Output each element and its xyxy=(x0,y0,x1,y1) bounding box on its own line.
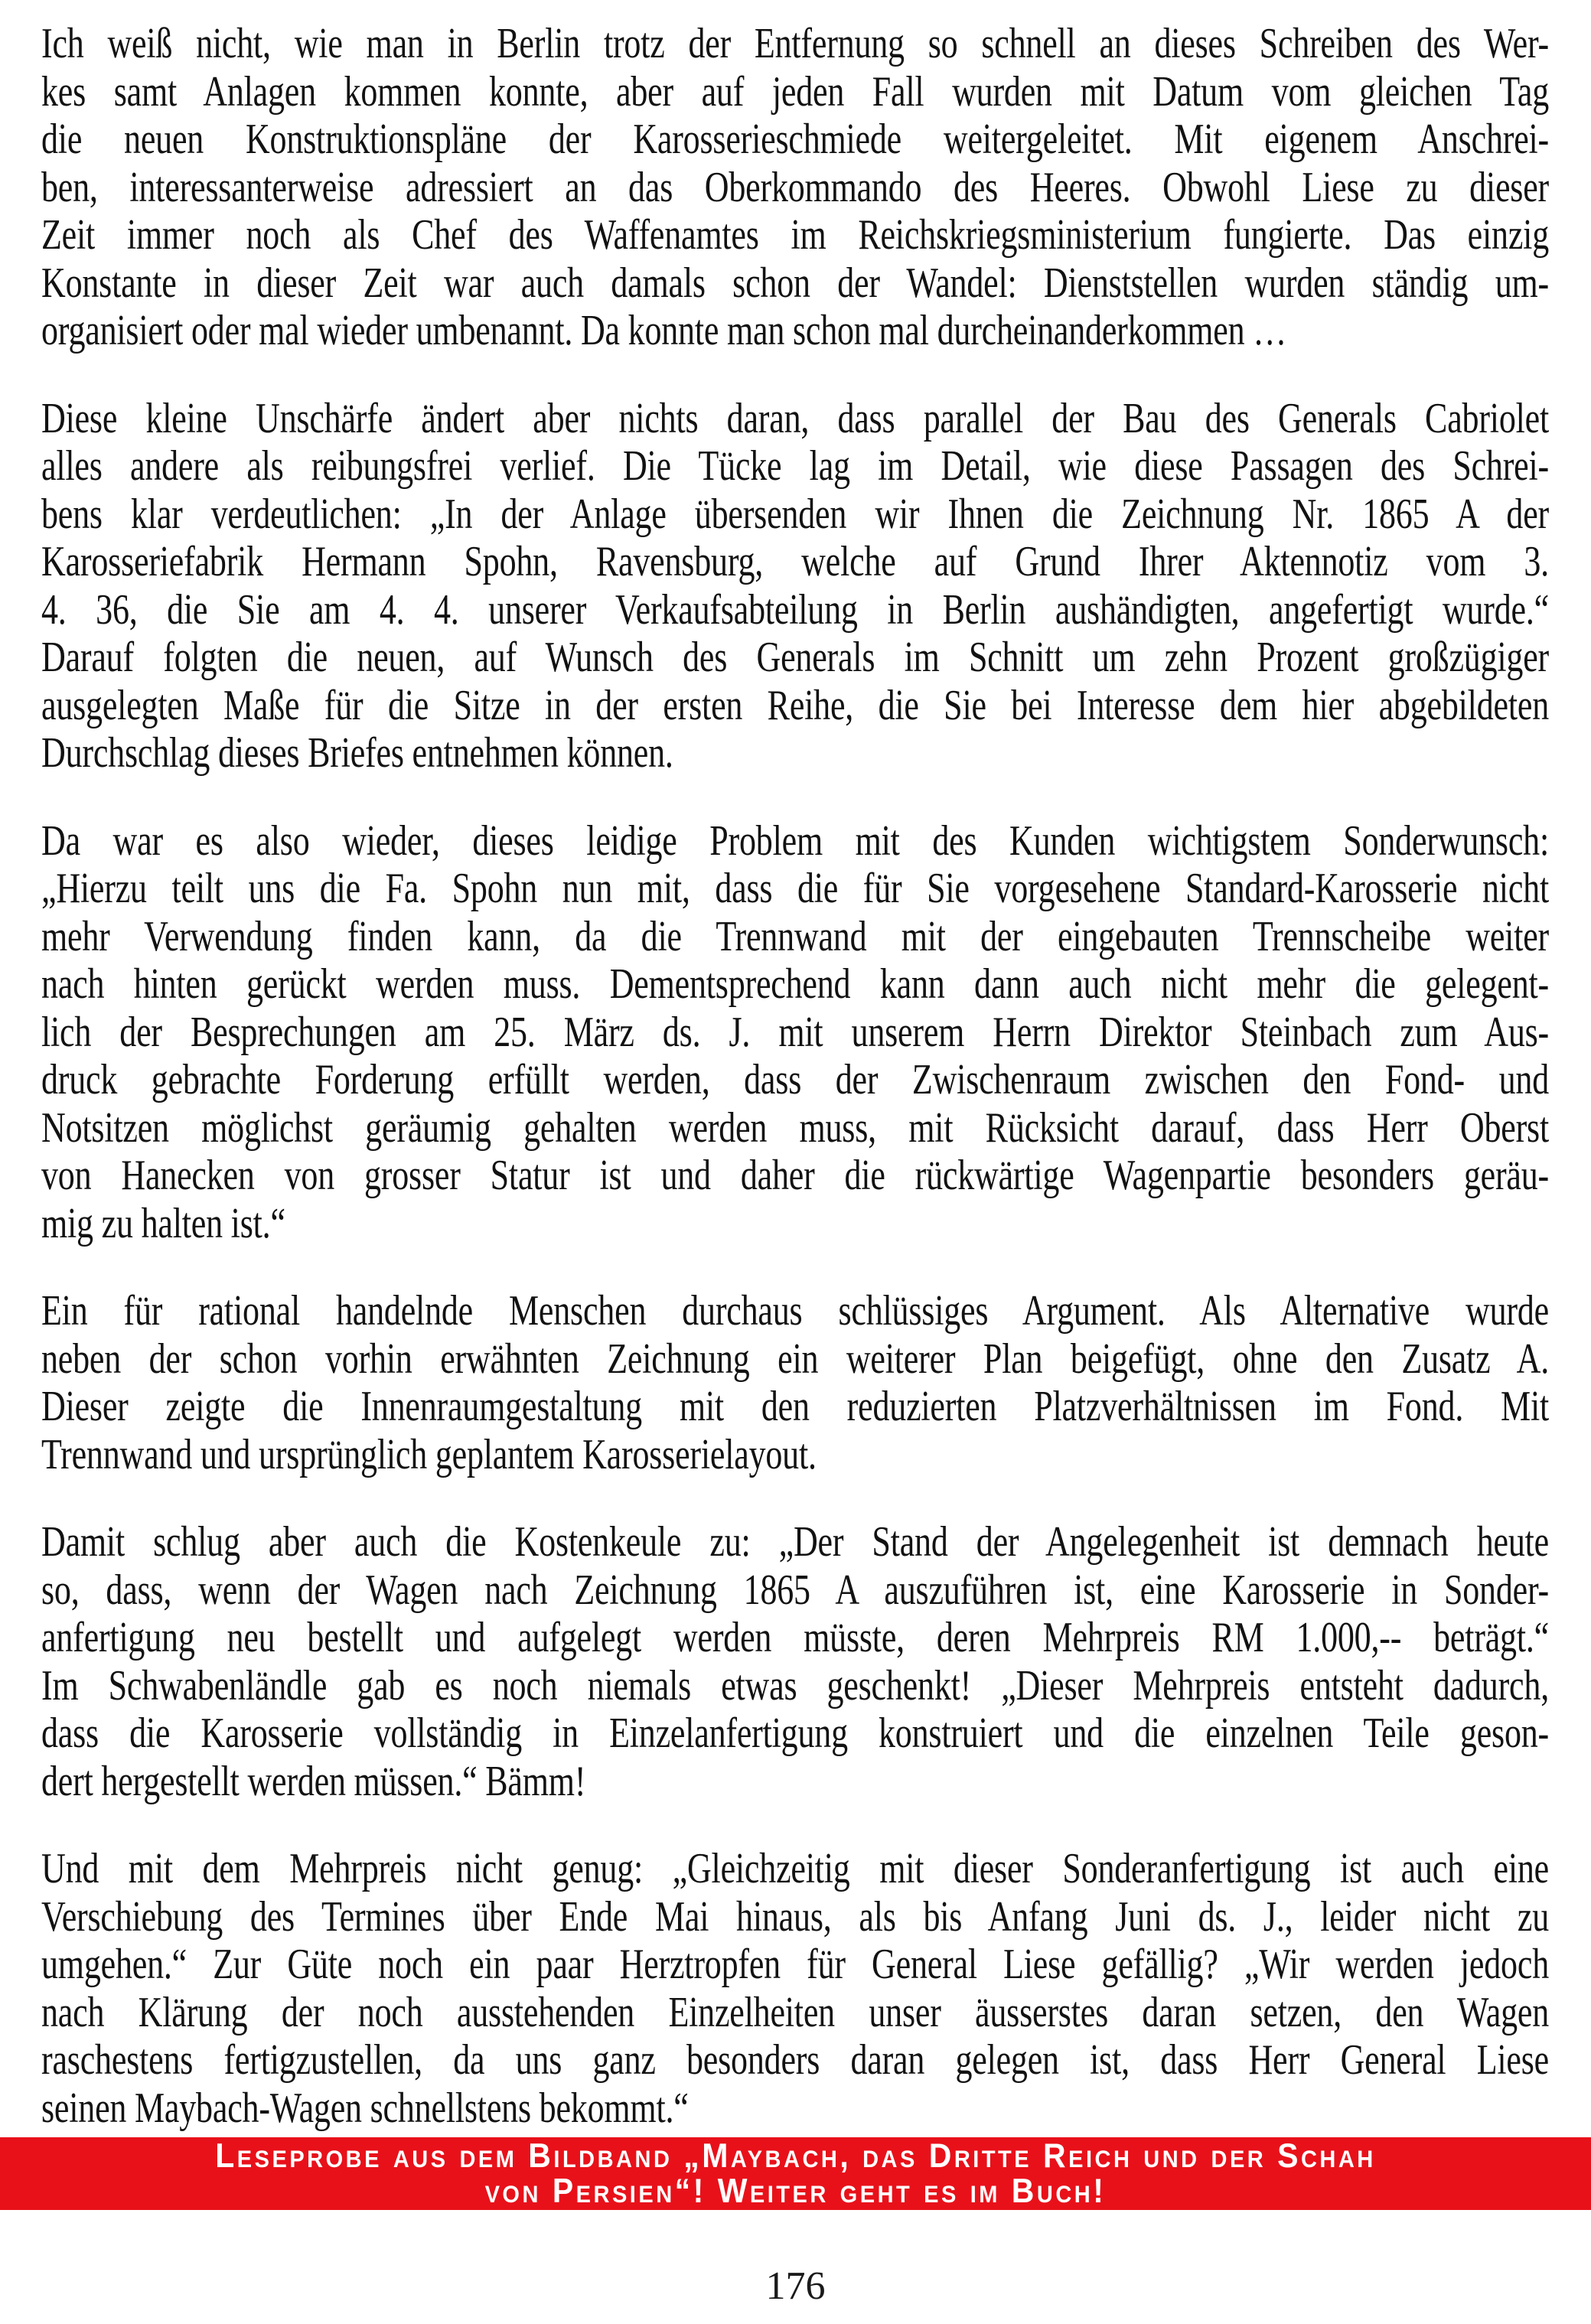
text-line: dert hergestellt werden müssen.“ Bämm! xyxy=(41,1756,586,1805)
paragraph xyxy=(41,1518,1549,1805)
text-line: bens klar verdeutlichen: „In der Anlage übersenden wir Ihnen die Zeichnung Nr. 1865 A der xyxy=(41,489,1549,538)
text-line: organisiert oder mal wieder umbenannt. Da konnte man schon mal durcheinanderkommen … xyxy=(41,305,1287,354)
paragraph xyxy=(41,1287,1549,1478)
text-line: Und mit dem Mehrpreis nicht genug: „Gleichzeitig mit dieser Sonderanfertigung ist auch eine xyxy=(41,1843,1549,1892)
promo-banner-line-1: Leseprobe aus dem Bildband „Maybach, das Dritte Reich und der Schah xyxy=(215,2137,1376,2175)
text-line: neben der schon vorhin erwähnten Zeichnung ein weiterer Plan beigefügt, ohne den Zusatz A. xyxy=(41,1334,1549,1383)
text-line: Diese kleine Unschärfe ändert aber nichts daran, dass parallel der Bau des Generals Cabriolet xyxy=(41,393,1549,442)
text-line: mehr Verwendung finden kann, da die Trennwand mit der eingebauten Trennscheibe weiter xyxy=(41,911,1549,960)
text-line: kes samt Anlagen kommen konnte, aber auf jeden Fall wurden mit Datum vom gleichen Tag xyxy=(41,67,1549,116)
text-line: raschestens fertigzustellen, da uns ganz besonders daran gelegen ist, dass Herr General Liese xyxy=(41,2035,1549,2084)
text-line: alles andere als reibungsfrei verlief. Die Tücke lag im Detail, wie diese Passagen des Schrei- xyxy=(41,441,1549,490)
text-line: Ich weiß nicht, wie man in Berlin trotz der Entfernung so schnell an dieses Schreiben des Wer- xyxy=(41,18,1549,67)
text-line: Notsitzen möglichst geräumig gehalten werden muss, mit Rücksicht darauf, dass Herr Oberst xyxy=(41,1103,1549,1152)
body-text xyxy=(41,20,1549,2172)
text-line: Trennwand und ursprünglich geplantem Karosserielayout. xyxy=(41,1429,817,1478)
paragraph xyxy=(41,817,1549,1248)
text-line: so, dass, wenn der Wagen nach Zeichnung 1865 A auszuführen ist, eine Karosserie in Sonder- xyxy=(41,1565,1549,1614)
text-line: von Hanecken von grosser Statur ist und daher die rückwärtige Wagenpartie besonders geräu- xyxy=(41,1150,1549,1199)
text-line: „Hierzu teilt uns die Fa. Spohn nun mit, dass die für Sie vorgesehene Standard-Karosserie nicht xyxy=(41,863,1549,912)
paragraph xyxy=(41,395,1549,777)
text-line: nach hinten gerückt werden muss. Dementsprechend kann dann auch nicht mehr die gelegent- xyxy=(41,959,1549,1008)
text-line: Im Schwabenländle gab es noch niemals etwas geschenkt! „Dieser Mehrpreis entsteht dadurch, xyxy=(41,1661,1549,1710)
text-line: mig zu halten ist.“ xyxy=(41,1198,285,1247)
promo-banner xyxy=(0,2137,1591,2210)
paragraph xyxy=(41,1845,1549,2132)
text-line: Dieser zeigte die Innenraumgestaltung mit den reduzierten Platzverhältnissen im Fond. Mit xyxy=(41,1381,1549,1430)
page-number: 176 xyxy=(765,2264,826,2308)
text-line: lich der Besprechungen am 25. März ds. J. mit unserem Herrn Direktor Steinbach zum Aus- xyxy=(41,1007,1549,1056)
paragraph xyxy=(41,20,1549,355)
text-line: Darauf folgten die neuen, auf Wunsch des Generals im Schnitt um zehn Prozent großzügiger xyxy=(41,632,1549,681)
text-line: Verschiebung des Termines über Ende Mai hinaus, als bis Anfang Juni ds. J., leider nicht zu xyxy=(41,1892,1549,1941)
text-line: anfertigung neu bestellt und aufgelegt werden müsste, deren Mehrpreis RM 1.000,-- beträgt.“ xyxy=(41,1612,1549,1661)
text-line: umgehen.“ Zur Güte noch ein paar Herztropfen für General Liese gefällig? „Wir werden jedoch xyxy=(41,1939,1549,1988)
text-line: Karosseriefabrik Hermann Spohn, Ravensburg, welche auf Grund Ihrer Aktennotiz vom 3. xyxy=(41,536,1549,585)
text-line: Damit schlug aber auch die Kostenkeule zu: „Der Stand der Angelegenheit ist demnach heute xyxy=(41,1517,1549,1566)
text-line: seinen Maybach-Wagen schnellstens bekommt.“ xyxy=(41,2083,689,2132)
text-line: druck gebrachte Forderung erfüllt werden, dass der Zwischenraum zwischen den Fond- und xyxy=(41,1054,1549,1103)
text-line: 4. 36, die Sie am 4. 4. unserer Verkaufsabteilung in Berlin aushändigten, angefertigt wurde.“ xyxy=(41,585,1549,634)
text-line: ausgelegten Maße für die Sitze in der ersten Reihe, die Sie bei Interesse dem hier abgebildeten xyxy=(41,680,1549,729)
text-line: ben, interessanterweise adressiert an das Oberkommando des Heeres. Obwohl Liese zu dieser xyxy=(41,162,1549,211)
text-line: Da war es also wieder, dieses leidige Problem mit des Kunden wichtigstem Sonderwunsch: xyxy=(41,816,1549,865)
text-line: nach Klärung der noch ausstehenden Einzelheiten unser äusserstes daran setzen, den Wagen xyxy=(41,1987,1549,2036)
text-line: Durchschlag dieses Briefes entnehmen können. xyxy=(41,728,673,777)
text-line: Ein für rational handelnde Menschen durchaus schlüssiges Argument. Als Alternative wurde xyxy=(41,1286,1549,1335)
text-line: dass die Karosserie vollständig in Einzelanfertigung konstruiert und die einzelnen Teile geson- xyxy=(41,1708,1549,1757)
text-line: Konstante in dieser Zeit war auch damals schon der Wandel: Dienststellen wurden ständig um- xyxy=(41,258,1549,307)
promo-banner-line-2: von Persien“! Weiter geht es im Buch! xyxy=(484,2172,1107,2210)
text-line: Zeit immer noch als Chef des Waffenamtes im Reichskriegsministerium fungierte. Das einzig xyxy=(41,210,1549,259)
text-line: die neuen Konstruktionspläne der Karosserieschmiede weitergeleitet. Mit eigenem Anschrei- xyxy=(41,114,1549,163)
